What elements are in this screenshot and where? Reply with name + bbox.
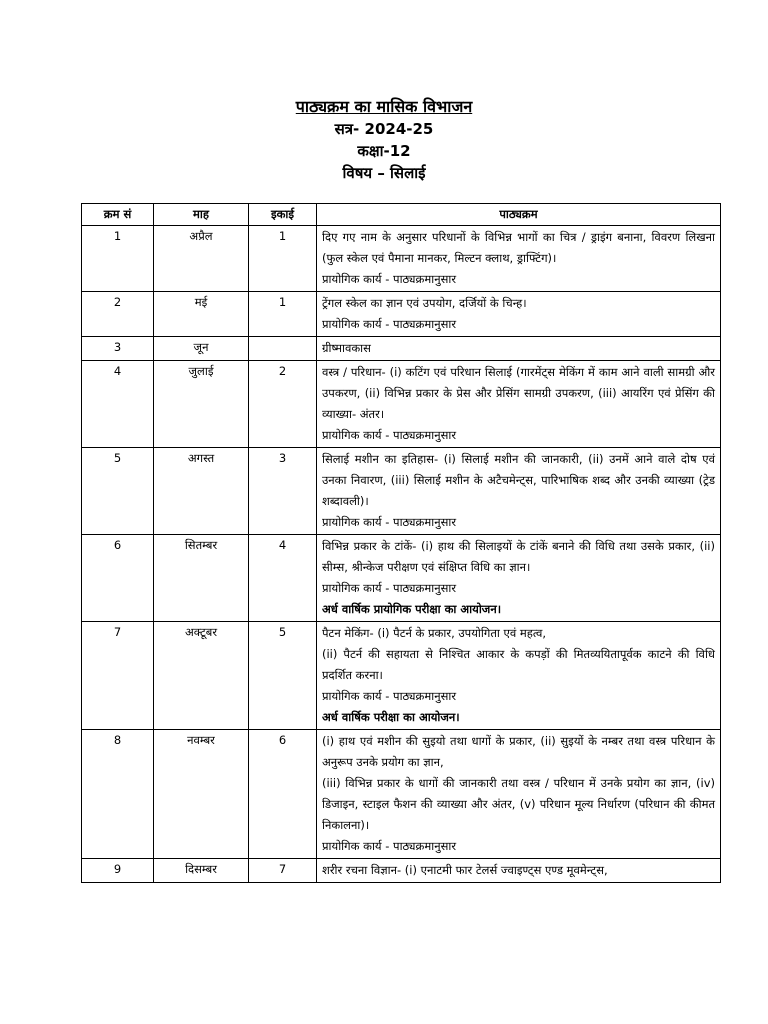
table-row	[82, 337, 721, 361]
table-row	[82, 859, 721, 883]
syllabus-line: पैटन मेकिंग- (i) पैटर्न के प्रकार, उपयोगिता एवं महत्व,	[322, 626, 546, 640]
row-serial: 6	[82, 535, 154, 622]
column-header-syllabus: पाठ्यक्रम	[317, 204, 721, 226]
row-serial: 3	[82, 337, 154, 361]
row-serial: 5	[82, 448, 154, 535]
syllabus-line: ग्रीष्मावकास	[322, 341, 371, 355]
exam-notice: अर्ध वार्षिक परीक्षा का आयोजन।	[322, 710, 460, 724]
column-header-month: माह	[154, 204, 249, 226]
table-row	[82, 535, 721, 622]
syllabus-line: (ii) पैटर्न की सहायता से निश्चित आकार के कपड़ों की मितव्ययितापूर्वक काटने की विधि प्रदर्शित करना।	[322, 647, 715, 682]
syllabus-line: सिलाई मशीन का इतिहास- (i) सिलाई मशीन की जानकारी, (ii) उनमें आने वाले दोष एवं उनका निवारण, (iii) सिलाई मशीन के अटैचमेन्ट्स, पारिभाषिक शब्द और उनकी व्याख्या (ट्रेड शब्दावली)।	[322, 452, 715, 508]
row-syllabus	[317, 448, 721, 535]
row-syllabus	[317, 226, 721, 292]
row-unit: 1	[249, 292, 317, 337]
row-serial: 1	[82, 226, 154, 292]
row-serial: 9	[82, 859, 154, 883]
syllabus-line: प्रायोगिक कार्य - पाठ्यक्रमानुसार	[322, 317, 457, 331]
exam-notice: अर्ध वार्षिक प्रायोगिक परीक्षा का आयोजन।	[322, 602, 502, 616]
row-syllabus	[317, 292, 721, 337]
row-unit: 6	[249, 730, 317, 859]
syllabus-line: प्रायोगिक कार्य - पाठ्यक्रमानुसार	[322, 515, 457, 529]
row-month: जुलाई	[154, 361, 249, 448]
syllabus-line: प्रायोगिक कार्य - पाठ्यक्रमानुसार	[322, 272, 457, 286]
row-month: अगस्त	[154, 448, 249, 535]
table-row	[82, 361, 721, 448]
row-month: नवम्बर	[154, 730, 249, 859]
row-syllabus	[317, 337, 721, 361]
row-serial: 2	[82, 292, 154, 337]
row-month: अप्रैल	[154, 226, 249, 292]
row-syllabus	[317, 859, 721, 883]
table-row	[82, 448, 721, 535]
row-unit: 5	[249, 622, 317, 730]
table-row	[82, 226, 721, 292]
syllabus-line: ट्रेंगल स्केल का ज्ञान एवं उपयोग, दर्जियों के चिन्ह।	[322, 296, 527, 310]
row-syllabus	[317, 535, 721, 622]
row-serial: 4	[82, 361, 154, 448]
row-month: दिसम्बर	[154, 859, 249, 883]
row-unit	[249, 337, 317, 361]
row-unit: 3	[249, 448, 317, 535]
syllabus-line: प्रायोगिक कार्य - पाठ्यक्रमानुसार	[322, 581, 457, 595]
syllabus-line: दिए गए नाम के अनुसार परिधानों के विभिन्न भागों का चित्र / ड्राइंग बनाना, विवरण लिखना (फुल स्केल एवं पैमाना मानकर, मिल्टन क्लाथ, ड्राफ्टिंग)।	[322, 230, 715, 265]
table-row	[82, 292, 721, 337]
row-syllabus	[317, 730, 721, 859]
syllabus-line: प्रायोगिक कार्य - पाठ्यक्रमानुसार	[322, 839, 457, 853]
row-syllabus	[317, 361, 721, 448]
class-label: कक्षा-12	[357, 142, 411, 160]
syllabus-line: वस्त्र / परिधान- (i) कटिंग एवं परिधान सिलाई (गारमेंट्स मेकिंग में काम आने वाली सामग्री और उपकरण, (ii) विभिन्न प्रकार के प्रेस और प्रेसिंग सामग्री उपकरण, (iii) आयरिंग एवं प्रेसिंग की व्याख्या- अंतर।	[322, 365, 715, 421]
syllabus-line: प्रायोगिक कार्य - पाठ्यक्रमानुसार	[322, 689, 457, 703]
row-unit: 1	[249, 226, 317, 292]
column-header-serial: क्रम सं	[82, 204, 154, 226]
document-title: पाठ्यक्रम का मासिक विभाजन	[295, 97, 473, 116]
syllabus-line: (iii) विभिन्न प्रकार के धागों की जानकारी तथा वस्त्र / परिधान में उनके प्रयोग का ज्ञान, (iv) डिजाइन, स्टाइल फैशन की व्याख्या और अंतर, (v) परिधान मूल्य निर्धारण (परिधान की कीमत निकालना)।	[322, 776, 715, 832]
table-row	[82, 622, 721, 730]
column-header-unit: इकाई	[249, 204, 317, 226]
row-serial: 7	[82, 622, 154, 730]
row-month: जून	[154, 337, 249, 361]
syllabus-table	[81, 203, 721, 883]
row-unit: 2	[249, 361, 317, 448]
subject-label: विषय – सिलाई	[342, 164, 426, 182]
syllabus-line: (i) हाथ एवं मशीन की सुइयो तथा धागों के प्रकार, (ii) सुइयों के नम्बर तथा वस्त्र परिधान के अनुरूप उनके प्रयोग का ज्ञान,	[322, 734, 715, 769]
syllabus-line: विभिन्न प्रकार के टांकें- (i) हाथ की सिलाइयों के टांकें बनाने की विधि तथा उसके प्रकार, (ii) सीम्स, श्रीन्केज परीक्षण एवं संक्षिप्त विधि का ज्ञान।	[322, 539, 715, 574]
session-label: सत्र- 2024-25	[334, 120, 434, 138]
row-serial: 8	[82, 730, 154, 859]
row-syllabus	[317, 622, 721, 730]
syllabus-line: शरीर रचना विज्ञान- (i) एनाटमी फार टेलर्स ज्वाइण्ट्स एण्ड मूवमेन्ट्स,	[322, 863, 608, 877]
row-unit: 4	[249, 535, 317, 622]
document-header	[0, 96, 768, 184]
table-row	[82, 730, 721, 859]
row-month: सितम्बर	[154, 535, 249, 622]
table-header-row	[82, 204, 721, 226]
syllabus-line: प्रायोगिक कार्य - पाठ्यक्रमानुसार	[322, 428, 457, 442]
row-unit: 7	[249, 859, 317, 883]
row-month: मई	[154, 292, 249, 337]
row-month: अक्टूबर	[154, 622, 249, 730]
